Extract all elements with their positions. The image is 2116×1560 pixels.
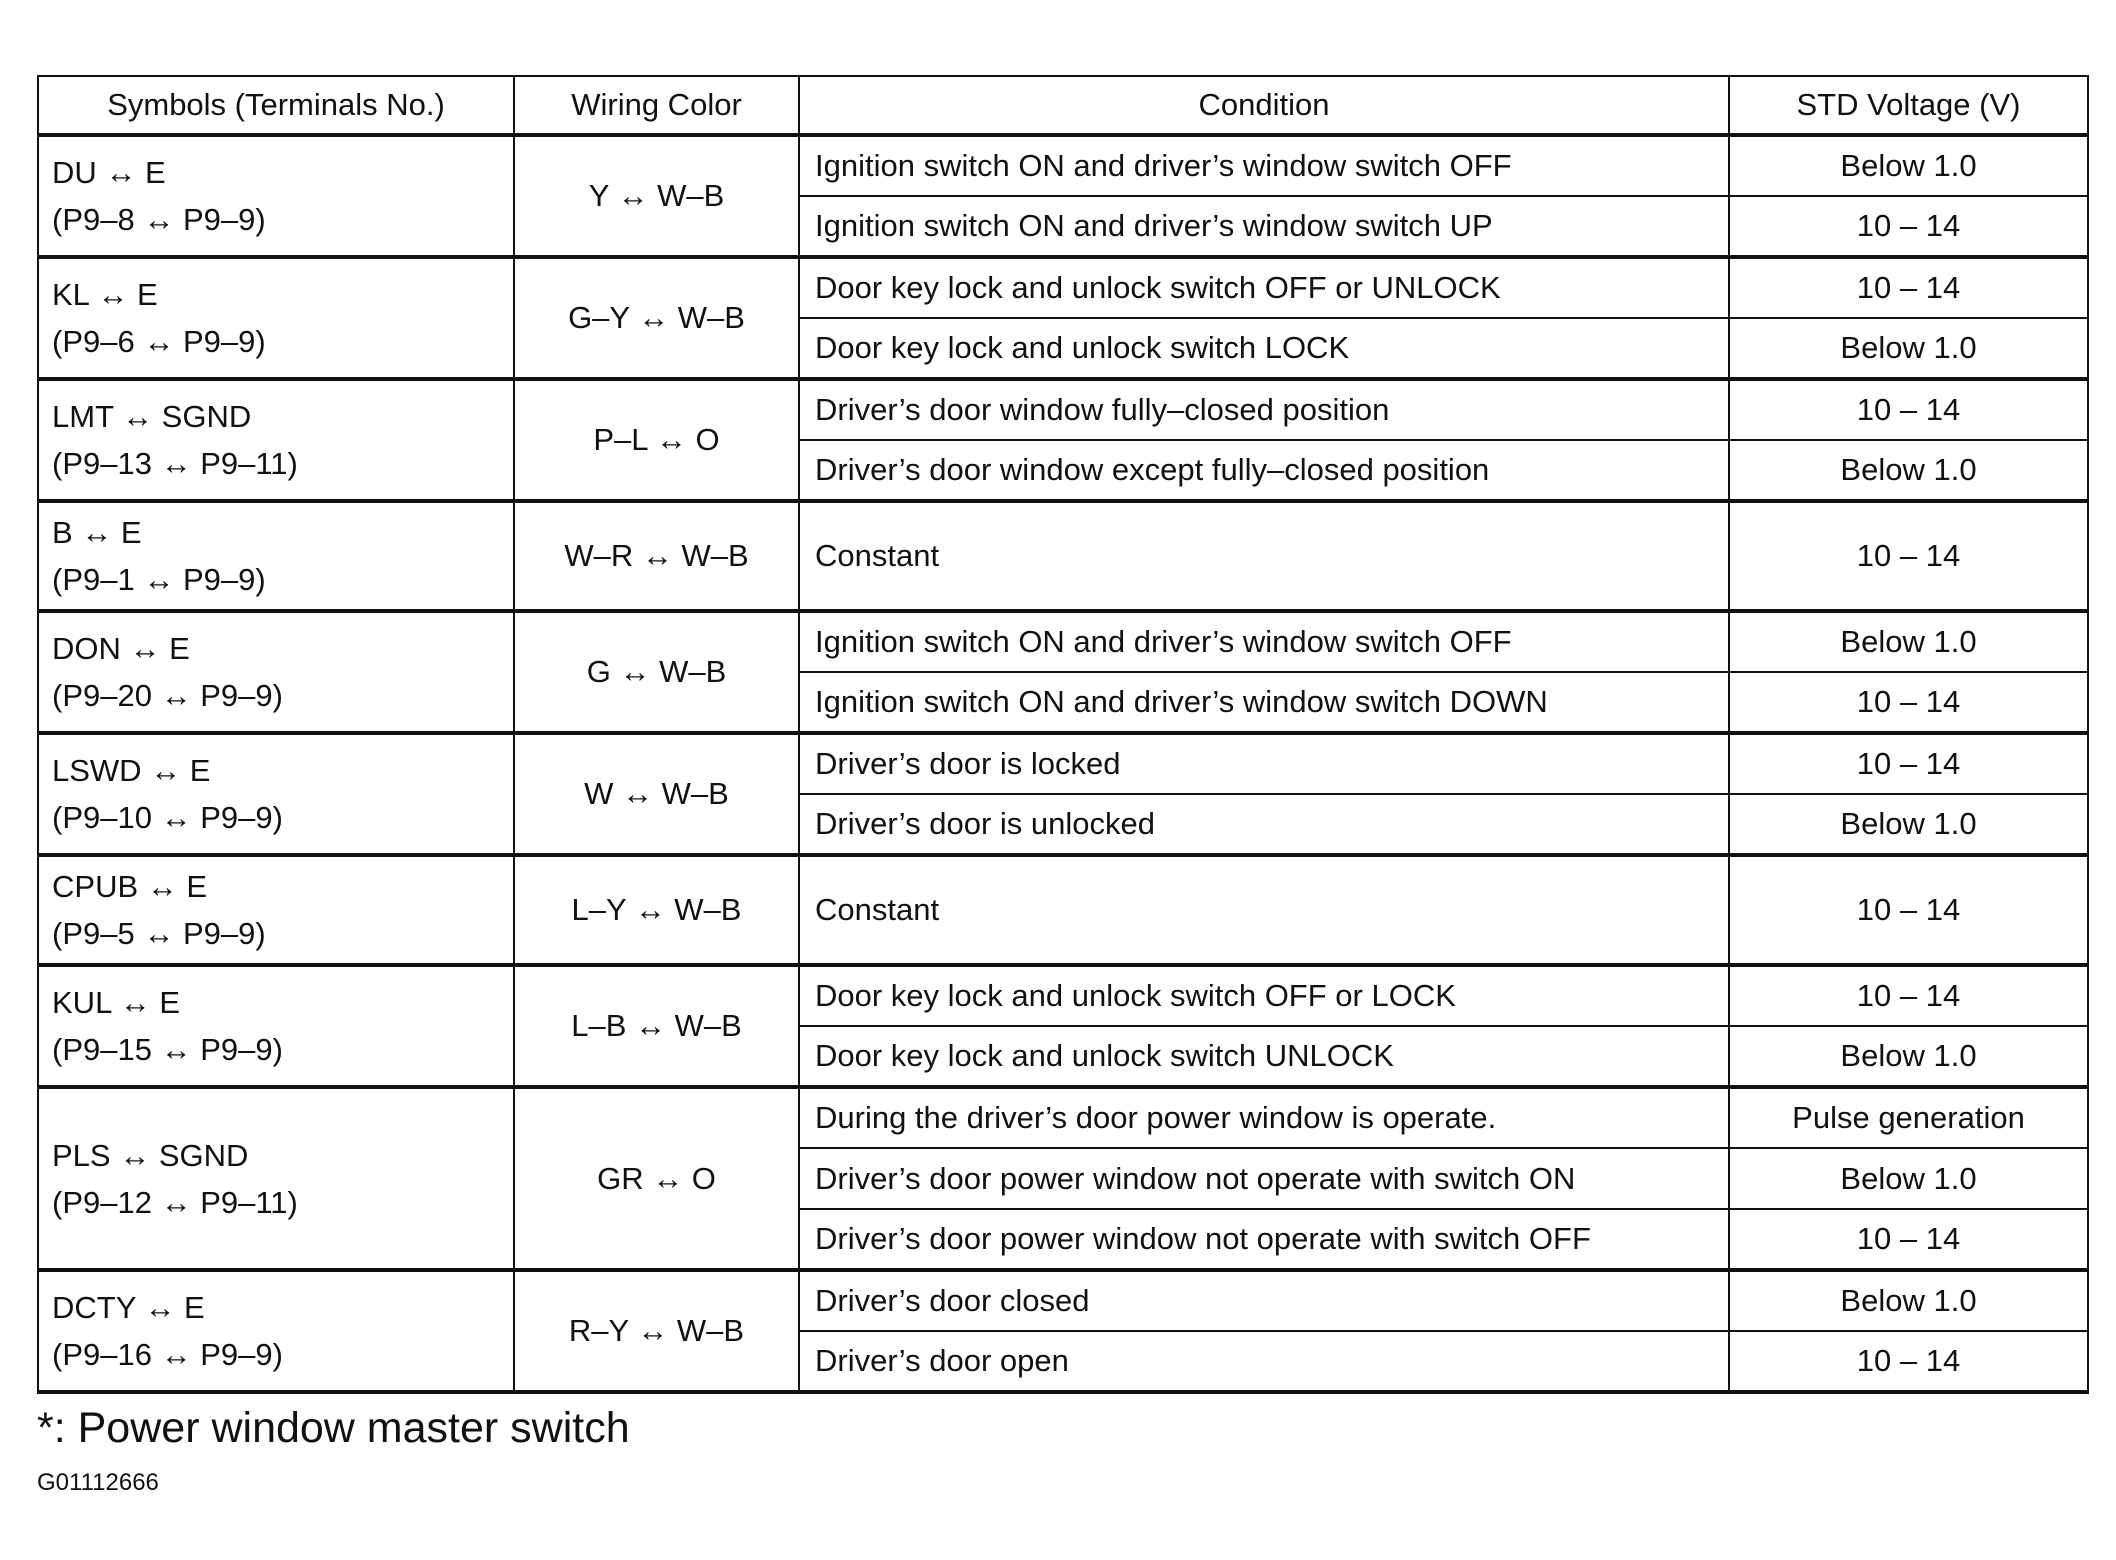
- terminal-numbers: (P9–16 ↔ P9–9): [52, 1337, 283, 1372]
- header-wiring-color: Wiring Color: [514, 76, 799, 135]
- symbol-cell: [38, 1270, 514, 1392]
- condition-cell: Door key lock and unlock switch UNLOCK: [799, 1026, 1729, 1087]
- terminal-group: [38, 379, 2088, 501]
- condition-cell: Door key lock and unlock switch OFF or UNLOCK: [799, 257, 1729, 318]
- voltage-cell: Pulse generation: [1729, 1087, 2088, 1148]
- condition-cell: Driver’s door is unlocked: [799, 794, 1729, 855]
- terminal-group: [38, 1087, 2088, 1270]
- wiring-color-cell: P–L ↔ O: [514, 379, 799, 501]
- symbol-name: DU ↔ E: [52, 155, 166, 190]
- table-row: [38, 1270, 2088, 1331]
- voltage-cell: 10 – 14: [1729, 965, 2088, 1026]
- voltage-cell: 10 – 14: [1729, 379, 2088, 440]
- symbol-name: PLS ↔ SGND: [52, 1137, 249, 1173]
- terminal-group: [38, 611, 2088, 733]
- condition-cell: Constant: [799, 501, 1729, 611]
- terminal-numbers: (P9–10 ↔ P9–9): [52, 800, 283, 835]
- symbol-cell: [38, 135, 514, 257]
- symbol-cell: [38, 501, 514, 611]
- table-row: [38, 257, 2088, 318]
- condition-cell: Door key lock and unlock switch OFF or LOCK: [799, 965, 1729, 1026]
- terminal-numbers: (P9–6 ↔ P9–9): [52, 324, 266, 359]
- condition-cell: Ignition switch ON and driver’s window switch UP: [799, 196, 1729, 257]
- wiring-color-cell: G–Y ↔ W–B: [514, 257, 799, 379]
- wiring-color-cell: Y ↔ W–B: [514, 135, 799, 257]
- condition-cell: Driver’s door open: [799, 1331, 1729, 1392]
- condition-cell: Door key lock and unlock switch LOCK: [799, 318, 1729, 379]
- voltage-cell: Below 1.0: [1729, 1026, 2088, 1087]
- symbol-cell: [38, 965, 514, 1087]
- voltage-cell: Below 1.0: [1729, 1148, 2088, 1209]
- voltage-cell: Below 1.0: [1729, 440, 2088, 501]
- voltage-cell: 10 – 14: [1729, 501, 2088, 611]
- header-condition: Condition: [799, 76, 1729, 135]
- terminal-group: [38, 855, 2088, 965]
- symbol-cell: [38, 379, 514, 501]
- wiring-color-cell: W ↔ W–B: [514, 733, 799, 855]
- symbol-name: KL ↔ E: [52, 277, 158, 312]
- terminal-group: [38, 257, 2088, 379]
- table-row: [38, 611, 2088, 672]
- wiring-color-cell: R–Y ↔ W–B: [514, 1270, 799, 1392]
- table-row: [38, 135, 2088, 196]
- symbol-cell: [38, 855, 514, 965]
- terminal-group: [38, 501, 2088, 611]
- condition-cell: Constant: [799, 855, 1729, 965]
- terminal-numbers: (P9–5 ↔ P9–9): [52, 916, 266, 951]
- voltage-cell: 10 – 14: [1729, 196, 2088, 257]
- terminal-numbers: (P9–8 ↔ P9–9): [52, 202, 266, 237]
- wiring-color-cell: GR ↔ O: [514, 1087, 799, 1270]
- wiring-color-cell: G ↔ W–B: [514, 611, 799, 733]
- condition-cell: Ignition switch ON and driver’s window switch OFF: [799, 611, 1729, 672]
- symbol-name: KUL ↔ E: [52, 985, 181, 1020]
- table-row: [38, 1087, 2088, 1148]
- voltage-cell: Below 1.0: [1729, 135, 2088, 196]
- symbol-cell: [38, 1087, 514, 1270]
- condition-cell: Driver’s door is locked: [799, 733, 1729, 794]
- voltage-cell: 10 – 14: [1729, 1331, 2088, 1392]
- figure-id: G01112666: [37, 1469, 159, 1496]
- wiring-color-cell: L–B ↔ W–B: [514, 965, 799, 1087]
- symbol-name: DON ↔ E: [52, 631, 190, 666]
- condition-cell: Driver’s door power window not operate with switch OFF: [799, 1209, 1729, 1270]
- symbol-name: CPUB ↔ E: [52, 869, 208, 904]
- terminal-numbers: (P9–1 ↔ P9–9): [52, 562, 266, 597]
- condition-cell: During the driver’s door power window is operate.: [799, 1087, 1729, 1148]
- voltage-cell: 10 – 14: [1729, 257, 2088, 318]
- voltage-cell: Below 1.0: [1729, 318, 2088, 379]
- header-row: [38, 76, 2088, 135]
- terminal-numbers: (P9–20 ↔ P9–9): [52, 678, 283, 713]
- terminal-group: [38, 733, 2088, 855]
- symbol-cell: [38, 257, 514, 379]
- symbol-cell: [38, 733, 514, 855]
- condition-cell: Driver’s door closed: [799, 1270, 1729, 1331]
- condition-cell: Driver’s door window except fully–closed position: [799, 440, 1729, 501]
- table-row: [38, 733, 2088, 794]
- condition-cell: Ignition switch ON and driver’s window switch OFF: [799, 135, 1729, 196]
- voltage-cell: 10 – 14: [1729, 855, 2088, 965]
- terminal-numbers: (P9–13 ↔ P9–11): [52, 446, 298, 481]
- terminal-group: [38, 135, 2088, 257]
- symbol-name: DCTY ↔ E: [52, 1290, 205, 1325]
- symbol-cell: [38, 611, 514, 733]
- voltage-cell: Below 1.0: [1729, 611, 2088, 672]
- voltage-cell: Below 1.0: [1729, 1270, 2088, 1331]
- symbol-name: LMT ↔ SGND: [52, 399, 252, 434]
- wiring-color-cell: W–R ↔ W–B: [514, 501, 799, 611]
- terminal-voltage-table: [37, 75, 2089, 1394]
- terminal-numbers: (P9–12 ↔ P9–11): [52, 1184, 298, 1220]
- voltage-cell: 10 – 14: [1729, 672, 2088, 733]
- footnote: *: Power window master switch: [37, 1404, 630, 1452]
- table-header: [38, 76, 2088, 135]
- table-row: [38, 379, 2088, 440]
- wiring-color-cell: L–Y ↔ W–B: [514, 855, 799, 965]
- condition-cell: Driver’s door window fully–closed position: [799, 379, 1729, 440]
- header-symbols: Symbols (Terminals No.): [38, 76, 514, 135]
- condition-cell: Driver’s door power window not operate with switch ON: [799, 1148, 1729, 1209]
- symbol-name: LSWD ↔ E: [52, 753, 211, 788]
- voltage-cell: 10 – 14: [1729, 733, 2088, 794]
- table-row: [38, 965, 2088, 1026]
- symbol-name: B ↔ E: [52, 515, 142, 550]
- voltage-cell: 10 – 14: [1729, 1209, 2088, 1270]
- voltage-cell: Below 1.0: [1729, 794, 2088, 855]
- condition-cell: Ignition switch ON and driver’s window switch DOWN: [799, 672, 1729, 733]
- terminal-group: [38, 965, 2088, 1087]
- terminal-group: [38, 1270, 2088, 1392]
- table-row: [38, 855, 2088, 965]
- terminal-numbers: (P9–15 ↔ P9–9): [52, 1032, 283, 1067]
- header-std-voltage: STD Voltage (V): [1729, 76, 2088, 135]
- table-row: [38, 501, 2088, 611]
